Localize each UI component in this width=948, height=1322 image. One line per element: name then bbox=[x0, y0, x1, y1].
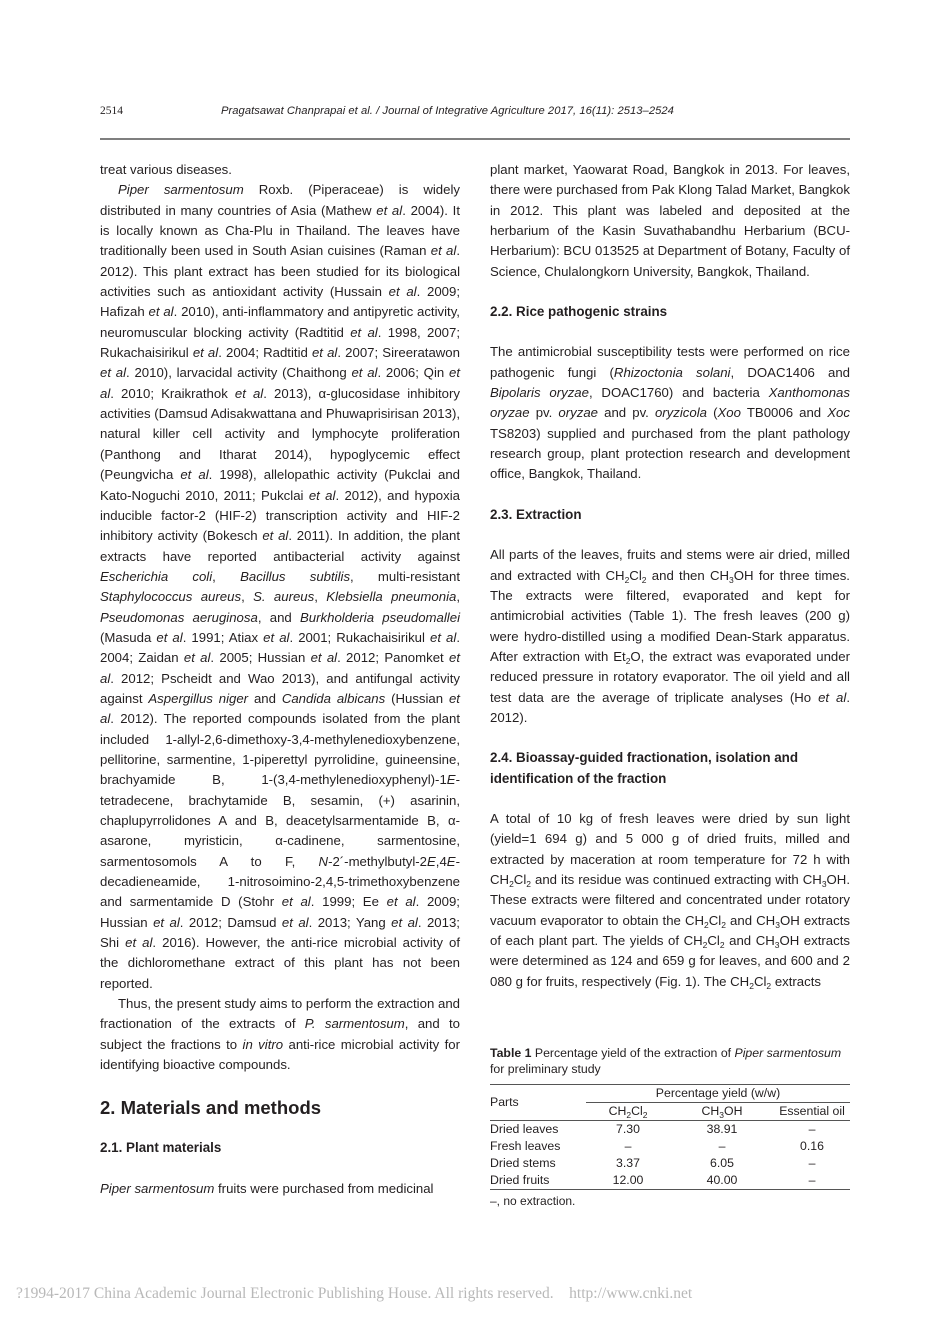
paragraph-extraction: All parts of the leaves, fruits and stems were air dried, milled and extracted with $CH_2Cl_2$ and then $CH_3OH$ for three times. The extracts were filtered, evaporated and kept for antimicrobial activities (Table 1). The fresh leaves (200 g) were hydro-distilled using a modified Dean-Stark apparatus. After extraction with $Et_2O$, the extract was evaporated under reduced pressure in rotatory evaporator. The oil yield and all test data are the average of triplicate analyses (Ho et al. 2012). bbox=[490, 547, 850, 725]
table-row bbox=[490, 1121, 850, 1139]
column-header-ch3oh: $CH_3OH$ bbox=[701, 1104, 743, 1120]
cell-essential-oil: – bbox=[808, 1173, 816, 1187]
paragraph-continuation: treat various diseases. bbox=[100, 162, 232, 177]
paragraph-bioassay-fractionation: A total of 10 kg of fresh leaves were dried by sun light (yield=1 694 g) and 5 000 g of dried fruits, milled and extracted by maceration at room temperature for 72 h with $CH_2Cl_2$ and its residue was continued extracting with $CH_3OH$. These extracts were filtered and concentrated under rotatory vacuum evaporator to obtain the $CH_2Cl_2$ and $CH_3OH$ extracts of each plant part. The yields of $CH_2Cl_2$ and $CH_3OH$ extracts were determined as 124 and 659 g for leaves, and 600 and 2 080 g for fruits, respectively (Fig. 1). The $CH_2Cl_2$ extracts bbox=[490, 810, 850, 991]
paragraph-introduction: Piper sarmentosum Roxb. (Piperaceae) is widely distributed in many countries of Asia (Mathew et al. 2004). It is locally known as Cha-Plu in Thailand. The leaves have traditionally been used in South Asian cuisines (Raman et al. 2012). This plant extract has been studied for its biological activities such as antioxidant activity (Hussain et al. 2009; Hafizah et al. 2010), anti-inflammatory and antipyretic activity, neuromuscular blocking activity (Radtitid et al. 1998, 2007; Rukachaisirikul et al. 2004; Radtitid et al. 2007; Sireeratawon et al. 2010), larvacidal activity (Chaithong et al. 2006; Qin et al. 2010; Kraikrathok et al. 2013), α-glucosidase inhibitory activities (Damsud Adisakwattana and Phuwaprisirisan 2013), natural killer cell activity and lymphocyte proliferation (Panthong and Itharat 2014), hypoglycemic effect (Peungvicha et al. 1998), allelopathic activity (Pukclai and Kato-Noguchi 2010, 2011; Pukclai et al. 2012), and hypoxia inducible factor-2 (HIF-2) transcription activity and HIF-2 inhibitory activity (Bokesch et al. 2011). In addition, the plant extracts have reported antibacterial activity against Escherichia coli, Bacillus subtilis, multi-resistant Staphylococcus aureus, S. aureus, Klebsiella pneumonia, Pseudomonas aeruginosa, and Burkholderia pseudomallei (Masuda et al. 1991; Atiax et al. 2001; Rukachaisirikul et al. 2004; Zaidan et al. 2005; Hussian et al. 2012; Panomket et al. 2012; Pscheidt and Wao 2013), and antifungal activity against Aspergillus niger and Candida albicans (Hussian et al. 2012). The reported compounds isolated from the plant included 1-allyl-2,6-dimethoxy-3,4-methylenedioxybenzene, pellitorine, sarmentine, 1-piperettyl pyrrolidine, guineensine, brachyamide B, 1-(3,4-methylenedioxyphenyl)-1E-tetradecene, brachytamide B, sesamin, (+) asarinin, chaplupyrrolidones A and B, deacetylsarmentamide B, α-asarone, myristicin, α-cadinene, sarmentosine, sarmentosomols A to F, N-2´-methylbutyl-2E,4E-decadieneamide, 1-nitrosoimino-2,4,5-trimethoxybenzene and sarmentamide D (Stohr et al. 1999; Ee et al. 2009; Hussian et al. 2012; Damsud et al. 2013; Yang et al. 2013; Shi et al. 2016). However, the anti-rice microbial activity of the dichloromethane extract of this plant has not been reported. bbox=[100, 182, 461, 991]
subsection-heading-plant-materials: 2.1. Plant materials bbox=[100, 1140, 222, 1156]
paragraph-plant-materials: Piper sarmentosum fruits were purchased from medicinal bbox=[100, 1180, 434, 1196]
column-header-essential-oil: Essential oil bbox=[779, 1104, 845, 1118]
subsection-heading-bioassay-fractionation: 2.4. Bioassay-guided fractionation, isolation and identification of the fraction bbox=[490, 750, 799, 786]
table-footnote: –, no extraction. bbox=[490, 1194, 576, 1208]
left-column bbox=[100, 160, 460, 1199]
table-caption-text: Percentage yield of the extraction of Piper sarmentosum for preliminary study bbox=[490, 1046, 842, 1076]
cell-part: Dried stems bbox=[490, 1156, 556, 1170]
yield-table bbox=[490, 1084, 850, 1190]
paragraph-study-aim: Thus, the present study aims to perform the extraction and fractionation of the extracts of P. sarmentosum, and to subject the fractions to in vitro anti-rice microbial activity for identifying bioactive compounds. bbox=[100, 996, 461, 1073]
cell-ch3oh: 6.05 bbox=[710, 1156, 734, 1170]
column-header-ch2cl2: $CH_2Cl_2$ bbox=[608, 1104, 648, 1120]
cell-part: Fresh leaves bbox=[490, 1139, 561, 1153]
header-rule bbox=[100, 138, 850, 140]
journal-citation-line: Pragatsawat Chanprapai et al. / Journal of Integrative Agriculture 2017, 16(11): 2513–2524 bbox=[221, 105, 674, 117]
cell-essential-oil: – bbox=[808, 1156, 816, 1170]
paragraph-rice-pathogenic-strains: The antimicrobial susceptibility tests were performed on rice pathogenic fungi (Rhizoctonia solani, DOAC1406 and Bipolaris oryzae, DOAC1760) and bacteria Xanthomonas oryzae pv. oryzae and pv. oryzicola (Xoo TB0006 and Xoc TS8203) supplied and purchased from the plant pathology research group, plant protection research and development office, Bangkok, Thailand. bbox=[490, 344, 851, 482]
table-caption bbox=[490, 1045, 850, 1077]
copyright-footer: ?1994-2017 China Academic Journal Electronic Publishing House. All rights reserved. http://www.cnki.net bbox=[16, 1285, 693, 1302]
cell-ch3oh: – bbox=[718, 1139, 726, 1153]
cell-essential-oil: 0.16 bbox=[800, 1139, 824, 1153]
column-group-percentage-yield: Percentage yield (w/w) bbox=[586, 1085, 850, 1103]
column-header-parts: Parts bbox=[490, 1085, 586, 1121]
table-label: Table 1 bbox=[490, 1046, 532, 1060]
table-row bbox=[490, 1155, 850, 1172]
cell-ch2cl2: – bbox=[624, 1139, 632, 1153]
table-row bbox=[490, 1172, 850, 1190]
cell-ch2cl2: 12.00 bbox=[612, 1173, 644, 1187]
cell-ch2cl2: 7.30 bbox=[616, 1122, 640, 1136]
section-heading-materials-methods: 2. Materials and methods bbox=[100, 1097, 322, 1119]
table-row bbox=[490, 1138, 850, 1155]
cell-part: Dried leaves bbox=[490, 1122, 559, 1136]
page-number: 2514 bbox=[100, 105, 123, 117]
cell-ch3oh: 40.00 bbox=[706, 1173, 738, 1187]
cell-ch2cl2: 3.37 bbox=[616, 1156, 640, 1170]
running-head bbox=[100, 105, 850, 123]
cell-part: Dried fruits bbox=[490, 1173, 550, 1187]
subsection-heading-rice-pathogenic-strains: 2.2. Rice pathogenic strains bbox=[490, 304, 668, 320]
cell-ch3oh: 38.91 bbox=[706, 1122, 738, 1136]
cell-essential-oil: – bbox=[808, 1122, 816, 1136]
paragraph-plant-materials-continued: plant market, Yaowarat Road, Bangkok in 2013. For leaves, there were purchased from Pak Klong Talad Market, Bangkok in 2012. This plant was labeled and deposited at the herbarium of the Kasin Suvathabandhu Herbarium (BCU-Herbarium): BCU 013525 at Department of Botany, Faculty of Science, Chulalongkorn University, Bangkok, Thailand. bbox=[490, 162, 850, 279]
right-column bbox=[490, 160, 850, 992]
subsection-heading-extraction: 2.3. Extraction bbox=[490, 506, 582, 522]
table-1 bbox=[490, 1045, 850, 1208]
